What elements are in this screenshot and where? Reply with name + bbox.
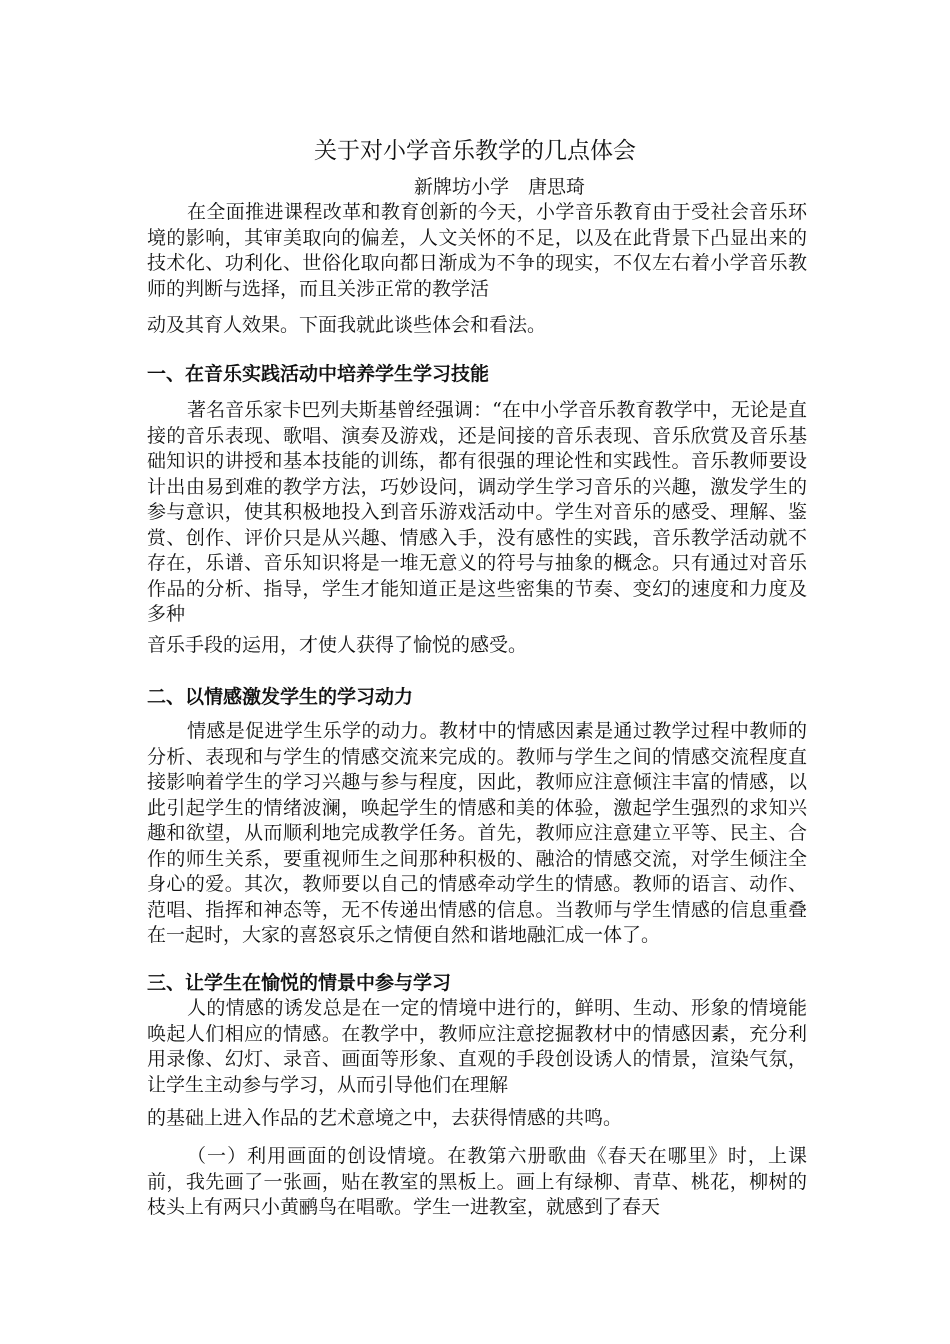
intro-paragraph-tail: 动及其育人效果。下面我就此谈些体会和看法。 xyxy=(147,314,547,336)
section-2-heading: 二、以情感激发学生的学习动力 xyxy=(147,686,414,708)
author-line: 新牌坊小学 唐思琦 xyxy=(414,176,586,198)
section-3-sub-1-paragraph: （一）利用画面的创设情境。在教第六册歌曲《春天在哪里》时，上课前，我先画了一张画，贴在教室的黑板上。画上有绿柳、青草、桃花，柳树的枝头上有两只小黄鹂鸟在唱歌。学生一进教室，就感到了春天 xyxy=(147,1145,807,1218)
document-title: 关于对小学音乐教学的几点体会 xyxy=(314,138,636,164)
section-3-paragraph: 人的情感的诱发总是在一定的情境中进行的，鲜明、生动、形象的情境能唤起人们相应的情感。在教学中，教师应注意挖掘教材中的情感因素，充分利用录像、幻灯、录音、画面等形象、直观的手段创设诱人的情景，渲染气氛，让学生主动参与学习，从而引导他们在理解 xyxy=(147,997,807,1096)
section-1-paragraph: 著名音乐家卡巴列夫斯基曾经强调：“在中小学音乐教育教学中，无论是直接的音乐表现、歌唱、演奏及游戏，还是间接的音乐表现、音乐欣赏及音乐基础知识的讲授和基本技能的训练，都有很强的理论性和实践性。音乐教师要设计出由易到难的教学方法，巧妙设问，调动学生学习音乐的兴趣，激发学生的参与意识，使其积极地投入到音乐游戏活动中。学生对音乐的感受、理解、鉴赏、创作、评价只是从兴趣、情感入手，没有感性的实践，音乐教学活动就不存在，乐谱、音乐知识将是一堆无意义的符号与抽象的概念。只有通过对音乐作品的分析、指导，学生才能知道正是这些密集的节奏、变幻的速度和力度及多种 xyxy=(147,399,807,625)
section-3-paragraph-tail: 的基础上进入作品的艺术意境之中，去获得情感的共鸣。 xyxy=(147,1107,623,1129)
section-2-paragraph: 情感是促进学生乐学的动力。教材中的情感因素是通过教学过程中教师的分析、表现和与学生的情感交流来完成的。教师与学生之间的情感交流程度直接影响着学生的学习兴趣与参与程度，因此，教师应注意倾注丰富的情感，以此引起学生的情绪波澜，唤起学生的情感和美的体验，激起学生强烈的求知兴趣和欲望，从而顺利地完成教学任务。首先，教师应注意建立平等、民主、合作的师生关系，要重视师生之间那种积极的、融洽的情感交流，对学生倾注全身心的爱。其次，教师要以自己的情感牵动学生的情感。教师的语言、动作、范唱、指挥和神态等，无不传递出情感的信息。当教师与学生情感的信息重叠在一起时，大家的喜怒哀乐之情便自然和谐地融汇成一体了。 xyxy=(147,720,807,946)
section-1-paragraph-tail: 音乐手段的运用，才使人获得了愉悦的感受。 xyxy=(147,634,528,656)
section-1-heading: 一、在音乐实践活动中培养学生学习技能 xyxy=(147,363,490,385)
section-3-heading: 三、让学生在愉悦的情景中参与学习 xyxy=(147,972,452,994)
intro-paragraph: 在全面推进课程改革和教育创新的今天，小学音乐教育由于受社会音乐环境的影响，其审美取向的偏差，人文关怀的不足，以及在此背景下凸显出来的技术化、功利化、世俗化取向都日渐成为不争的现实，不仅左右着小学音乐教师的判断与选择，而且关涉正常的教学活 xyxy=(147,201,807,300)
